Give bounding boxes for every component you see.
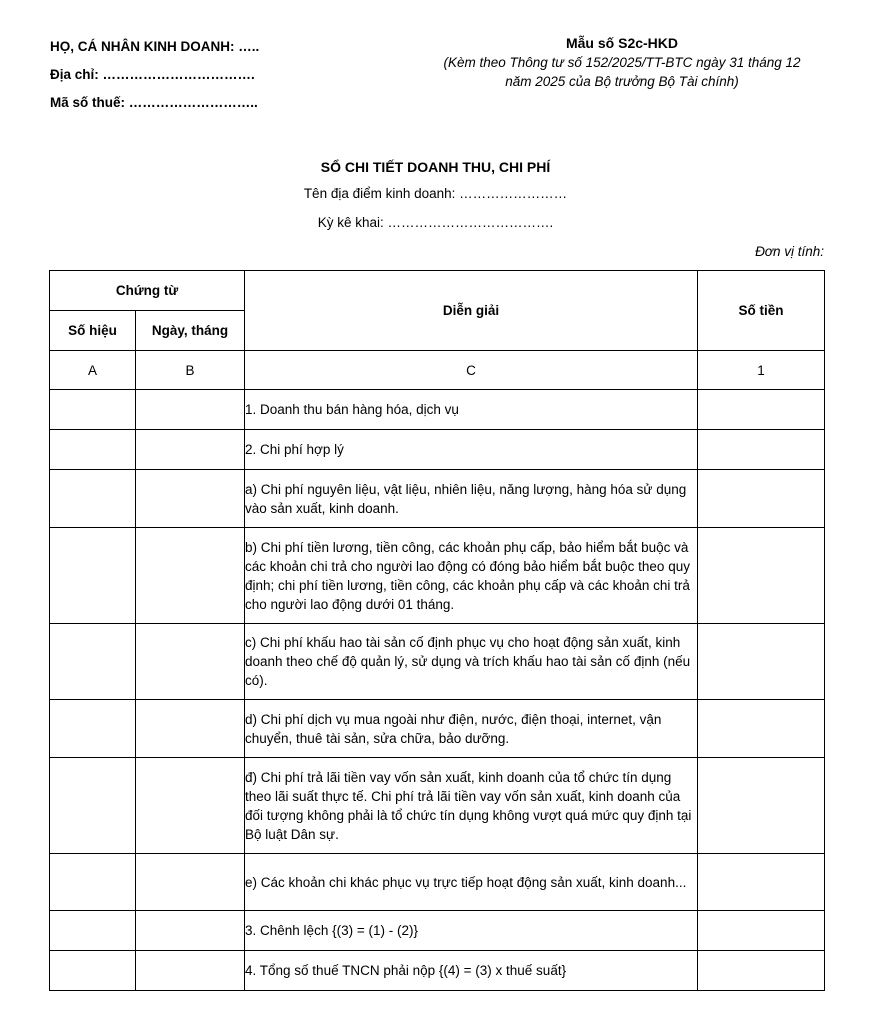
voucher-number-cell[interactable] bbox=[50, 911, 136, 951]
column-code: 1 bbox=[698, 351, 825, 390]
voucher-date-cell[interactable] bbox=[136, 911, 245, 951]
column-code: A bbox=[50, 351, 136, 390]
amount-cell[interactable] bbox=[698, 700, 825, 758]
description-cell: 4. Tổng số thuế TNCN phải nộp {(4) = (3) x thuế suất} bbox=[245, 951, 698, 991]
description-cell: a) Chi phí nguyên liệu, vật liệu, nhiên liệu, năng lượng, hàng hóa sử dụng vào sản xuất, kinh doanh. bbox=[245, 470, 698, 528]
amount-cell[interactable] bbox=[698, 758, 825, 854]
amount-cell[interactable] bbox=[698, 624, 825, 700]
voucher-number-cell[interactable] bbox=[50, 430, 136, 470]
unit-label: Đơn vị tính: bbox=[755, 244, 824, 259]
table-row bbox=[50, 624, 825, 700]
voucher-date-cell[interactable] bbox=[136, 528, 245, 624]
column-code-row bbox=[50, 351, 825, 390]
description-cell: đ) Chi phí trả lãi tiền vay vốn sản xuất, kinh doanh của tổ chức tín dụng theo lãi suất thực tế. Chi phí trả lãi tiền vay vốn sản xuất, kinh doanh của đối tượng không phải là tổ chức tín dụng không vượt quá mức quy định tại Bộ luật Dân sự. bbox=[245, 758, 698, 854]
amount-cell[interactable] bbox=[698, 854, 825, 911]
period-label: Kỳ kê khai: ………………………………. bbox=[317, 215, 554, 230]
table-row bbox=[50, 951, 825, 991]
voucher-number-cell[interactable] bbox=[50, 700, 136, 758]
voucher-number-cell[interactable] bbox=[50, 390, 136, 430]
table-row bbox=[50, 528, 825, 624]
description-cell: d) Chi phí dịch vụ mua ngoài như điện, nước, điện thoại, internet, vận chuyển, thuê tài sản, sửa chữa, bảo dưỡng. bbox=[245, 700, 698, 758]
voucher-date-cell[interactable] bbox=[136, 854, 245, 911]
voucher-date-cell[interactable] bbox=[136, 624, 245, 700]
table-row bbox=[50, 700, 825, 758]
voucher-number-cell[interactable] bbox=[50, 470, 136, 528]
description-cell: 2. Chi phí hợp lý bbox=[245, 430, 698, 470]
form-reference bbox=[412, 34, 832, 91]
voucher-header: Chứng từ bbox=[50, 271, 245, 311]
form-code: Mẫu số S2c-HKD bbox=[565, 35, 679, 51]
amount-cell[interactable] bbox=[698, 911, 825, 951]
tax-code-label: Mã số thuế: ……………………….. bbox=[50, 95, 258, 110]
amount-cell[interactable] bbox=[698, 430, 825, 470]
description-cell: 3. Chênh lệch {(3) = (1) - (2)} bbox=[245, 911, 698, 951]
voucher-date-cell[interactable] bbox=[136, 758, 245, 854]
form-note-line2: năm 2025 của Bộ trưởng Bộ Tài chính) bbox=[505, 74, 739, 89]
description-cell: c) Chi phí khấu hao tài sản cố định phục vụ cho hoạt động sản xuất, kinh doanh theo chế độ quản lý, sử dụng và trích khấu hao tài sản cố định (nếu có). bbox=[245, 624, 698, 700]
column-code: C bbox=[245, 351, 698, 390]
amount-cell[interactable] bbox=[698, 951, 825, 991]
voucher-date-cell[interactable] bbox=[136, 470, 245, 528]
voucher-date-cell[interactable] bbox=[136, 951, 245, 991]
voucher-date-cell[interactable] bbox=[136, 700, 245, 758]
table-row bbox=[50, 470, 825, 528]
table-row bbox=[50, 911, 825, 951]
voucher-number-cell[interactable] bbox=[50, 624, 136, 700]
voucher-date-cell[interactable] bbox=[136, 390, 245, 430]
business-name-label: HỌ, CÁ NHÂN KINH DOANH: ….. bbox=[50, 39, 260, 54]
column-code: B bbox=[136, 351, 245, 390]
table-row bbox=[50, 854, 825, 911]
voucher-number-cell[interactable] bbox=[50, 758, 136, 854]
description-cell: e) Các khoản chi khác phục vụ trực tiếp hoạt động sản xuất, kinh doanh... bbox=[245, 854, 698, 911]
voucher-number-header: Số hiệu bbox=[50, 311, 136, 351]
voucher-number-cell[interactable] bbox=[50, 528, 136, 624]
voucher-number-cell[interactable] bbox=[50, 854, 136, 911]
voucher-date-header: Ngày, tháng bbox=[136, 311, 245, 351]
voucher-date-cell[interactable] bbox=[136, 430, 245, 470]
address-label: Địa chỉ: ……………………………. bbox=[50, 67, 255, 82]
table-row bbox=[50, 430, 825, 470]
amount-cell[interactable] bbox=[698, 470, 825, 528]
location-label: Tên địa điểm kinh doanh: …………………… bbox=[303, 186, 568, 201]
ledger-table bbox=[49, 270, 825, 991]
page-title: SỔ CHI TIẾT DOANH THU, CHI PHÍ bbox=[320, 159, 551, 175]
description-header: Diễn giải bbox=[245, 271, 698, 351]
voucher-number-cell[interactable] bbox=[50, 951, 136, 991]
form-note-line1: (Kèm theo Thông tư số 152/2025/TT-BTC ngày 31 tháng 12 bbox=[443, 55, 801, 70]
business-info bbox=[50, 33, 259, 117]
amount-cell[interactable] bbox=[698, 390, 825, 430]
table-row bbox=[50, 758, 825, 854]
amount-cell[interactable] bbox=[698, 528, 825, 624]
amount-header: Số tiền bbox=[698, 271, 825, 351]
description-cell: 1. Doanh thu bán hàng hóa, dịch vụ bbox=[245, 390, 698, 430]
description-cell: b) Chi phí tiền lương, tiền công, các khoản phụ cấp, bảo hiểm bắt buộc và các khoản chi trả cho người lao động có đóng bảo hiểm bắt buộc theo quy định; chi phí tiền lương, tiền công, các khoản phụ cấp và các khoản chi trả cho người lao động dưới 01 tháng. bbox=[245, 528, 698, 624]
table-row bbox=[50, 390, 825, 430]
